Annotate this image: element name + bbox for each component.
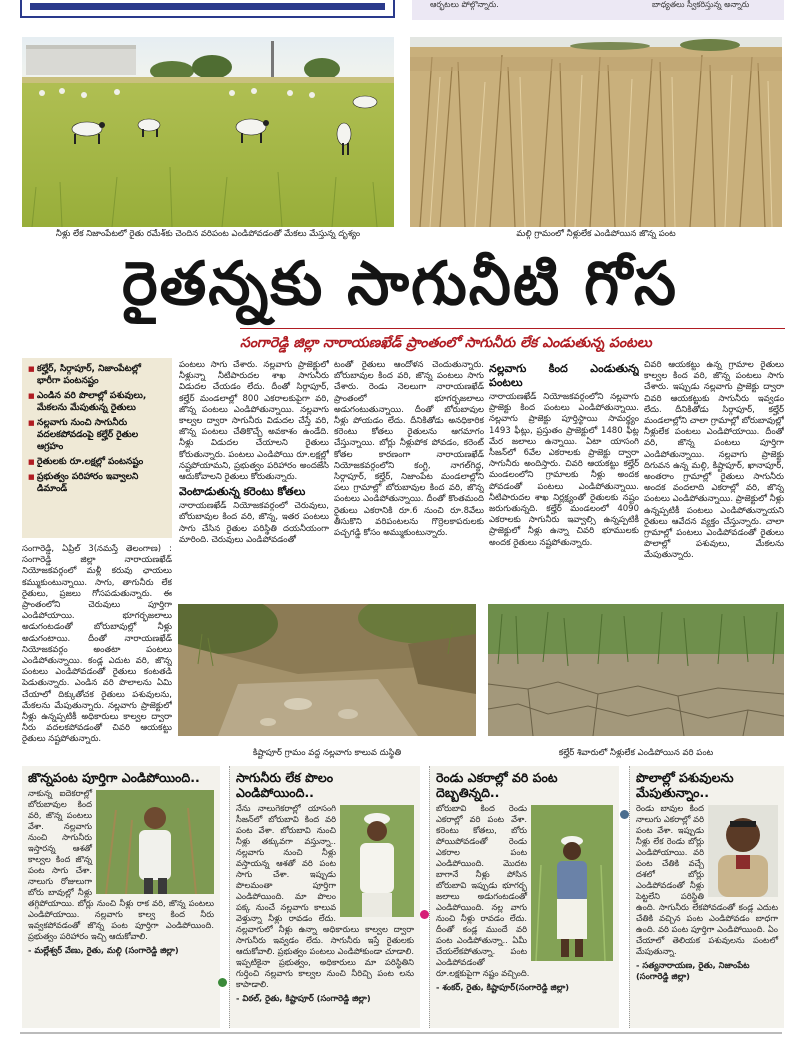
- highlight-item: ■ నల్లవాగు నుంచి సాగునీరు వదలకపోవడంపై కల్హేర్ రైతుల ఆగ్రహం: [28, 417, 166, 453]
- quote-4-text: రెండు బావుల కింద నాలుగు ఎకరాల్లో వరి పంట వేశా. ఇప్పుడు నీళ్లు లేక రెండు బోర్లు ఎండిపోయాయి. వరి పంట చేతికి వచ్చే దశలో బోర్లు ఎండిపోవడంతో నీళ్లు పెట్టలేని పరిస్థితి ఉంది. సాగునీరు లేకపోవడంతో కండ్ల ఎదుట చేతికి వచ్చిన పంట ఎండిపోవడం బాధగా ఉంది. వరి పంట పూర్తిగా ఎండిపోయింది. ఏం చేయాలో తెలియక పశువులను పంటలో మేపుతున్నా.: [636, 803, 778, 956]
- quote-1-signature: - మల్లేశ్వర్ వేణు, రైతు, మల్గి (సంగారెడ్డి జిల్లా): [28, 945, 179, 955]
- highlight-item: ■ కల్హేర్, సిర్గాపూర్, నిజాంపేటల్లో భారీగా పంటనష్టం: [28, 363, 166, 387]
- farmer-quote-box-2: [229, 766, 420, 1028]
- column-2-text-b: నారాయణఖేడ్ నియోజకవర్గంలో చెరువులు, బోరుబావుల కింద వరి, జొన్న, ఇతర పంటలు సాగు చేసిన రైతుల పరిస్థితి దయనీయంగా మారింది. చెరువులు ఎండిపోవడంతో: [179, 501, 329, 545]
- photo-canal: [178, 604, 476, 736]
- snippet-line-2: బాధ్యతలు స్వీకరిస్తున్న అన్నారు: [652, 0, 750, 9]
- column-2-text-a: పంటలు సాగు చేశారు. నల్లవాగు ప్రాజెక్టులో నీళ్లున్నా నీటిపారుదల శాఖ సాగునీరు విడుదల చేయడం లేదు. దీంతో సిర్గాపూర్, కల్హేర్ మండలాల్లో 800 ఎకరాలకుపైగా వరి, జొన్న పంటలు ఎండిపోతున్నాయి. నల్లవాగు కాల్వల ద్వారా సాగునీరు విడుదల చేస్తే వరి, జొన్న పంటలు చేతికొచ్చే అవకాశం ఉండేది. నీళ్లు విడుదల చేయాలని రైతులు కోరుతున్నారు. పంటలు ఎండిపోయి రూ.లక్షల్లో నష్టపోయామని, ప్రభుత్వం పరిహారం అందజేసి ఆదుకోవాలని రైతులు కోరుతున్నారు.: [179, 360, 329, 483]
- quote-4-signature: - సత్యనారాయణ, రైతు, నిజాంపేట (సంగారెడ్డి జిల్లా): [636, 960, 750, 981]
- farmer-2-photo: [340, 805, 414, 917]
- photo-sorghum-caption: మల్గి గ్రామంలో నీళ్లులేక ఎండిపోయిన జొన్న పంట: [516, 229, 676, 239]
- quote-2-title: సాగునీరు లేక పొలం ఎండిపోయింది..: [236, 770, 334, 800]
- quote-3-title: రెండు ఎకరాల్లో వరి పంట దెబ్బతిన్నది..: [436, 770, 558, 800]
- column-4-text: నారాయణఖేడ్ నియోజకవర్గంలోని నల్లవాగు ప్రాజెక్టు కింద పంటలు ఎండిపోతున్నాయి. నల్లవాగు ప్రాజెక్టు పూర్తిస్థాయి సామర్థ్యం 1493 ఫీట్లు, ప్రస్తుతం ప్రాజెక్టులో 1480 ఫీట్ల మేర జలాలు ఉన్నాయి. ఏటా యాసంగి సీజన్‌లో 6వేల ఎకరాలకు ప్రాజెక్టు ద్వారా సాగునీరు అందిస్తారు. చివరి ఆయకట్టు కల్హేర్ మండలంలోని గ్రామాలకు నీళ్లు అందక పోవడంతో పంటలు ఎండిపోతున్నాయి. నీటిపారుదల శాఖ నిర్లక్ష్యంతో రైతులకు నష్టం జరుగుతున్నది. కల్హేర్ మండలంలో 4090 ఎకరాలకు సాగునీరు ఇవ్వాల్సి ఉన్నప్పటికీ ప్రాజెక్టులో నీళ్లు ఉన్నా చివరి భూములకు అందక రైతులు నష్టపోతున్నారు.: [489, 392, 639, 548]
- article-column-3: [334, 360, 484, 602]
- highlight-item: ■ ప్రభుత్వం పరిహారం ఇవ్వాలని డిమాండ్: [28, 471, 166, 495]
- separator-dot: [218, 978, 227, 987]
- subtitle-nallavagu: నల్లవాగు కింద ఎండుతున్న పంటలు: [489, 362, 639, 389]
- header-bar: [30, 3, 385, 10]
- headline: రైతన్నకు సాగునీటి గోస: [122, 249, 678, 319]
- article-column-1: [22, 544, 172, 772]
- column-3-text: టంతో రైతులు ఆందోళన చెందుతున్నారు. బోరుబావుల కింద వరి, జొన్న పంటలు సాగు చేశారు. రెండు నెలలుగా నారాయణఖేడ్ ప్రాంతంలో భూగర్భజలాలు అడుగంటుతున్నాయి. దీంతో బోరుబావుల నీళ్లు పోయడం లేదు. దీనికితోడు అనధికారిక కరెంటు కోతలు రైతులను ఆగమాగం చేస్తున్నాయి. బోర్లు నీళ్లుపోక పోవడం, కరెంట్ కోతల కారణంగా నారాయణఖేడ్ నియోజకవర్గంలోని కంగ్టి, నాగల్‌గిద్ద, సిర్గాపూర్, కల్హేర్, నిజాంపేట మండలాల్లోని పలు గ్రామాల్లో బోరుబావుల కింద వరి, జొన్న పంటలు ఎండిపోతున్నాయి. దీంతో కొంతమంది రైతులు ఎకరానికి రూ.6 నుంచి రూ.8వేలు తీసుకొని వరిపంటలను గొర్రెలకాపరులకు పచ్చగడ్డి కోసం అమ్ముకుంటున్నారు.: [334, 360, 484, 539]
- farmer-1-photo: [96, 790, 214, 894]
- quote-1-text: నాకున్న ఐదెకరాల్లో బోరుబావుల కింద వరి, జొన్న పంటలు వేశా. నల్లవాగు నుంచి సాగునీరు ఇస్తారన్న ఆశతో కాల్వల కింద జొన్న పంట సాగు చేశా. నాలుగు రోజులుగా బోరు బావుల్లో నీళ్లు తగ్గిపోయాయి. బోర్లు నుంచి నీళ్లు రాక వరి, జొన్న పంటలు ఎండిపోయాయి. నల్లవాగు కాల్వ కింద నీరు ఇవ్వకపోవడంతో జొన్న పంట పూర్తిగా ఎండిపోయింది. ప్రభుత్వం పరిహారం ఇచ్చి ఆదుకోవాలి.: [28, 788, 214, 941]
- previous-article-snippet: [412, 0, 784, 20]
- column-1-text: సంగారెడ్డి, ఏప్రిల్ 3(నమస్తే తెలంగాణ) : సంగారెడ్డి జిల్లా నారాయణఖేడ్ నియోజకవర్గంలో మళ్లీ కరువు ఛాయలు కమ్ముకుంటున్నాయి. సాగు, తాగునీరు లేక రైతులు, ప్రజలు గోసపడుతున్నారు. ఈ ప్రాంతంలోని చెరువులు పూర్తిగా ఎండిపోయాయి. భూగర్భజలాలు అడుగంటడంతో బోరుబావుల్లో నీళ్లు అడుగంటాయి. దీంతో నారాయణఖేడ్ నియోజకవర్గం అంతటా పంటలు ఎండిపోతున్నాయి. కండ్ల ఎదుట వరి, జొన్న పంటలు ఎండిపోవడంతో రైతులు కంటతడి పెడుతున్నారు. ఎండిన వరి పొలాలను ఏమి చేయాలో దిక్కుతోచక రైతులు పశువులను, మేకలను మేపుతున్నారు. నల్లవాగు ప్రాజెక్టులో నీళ్లు ఉన్నప్పటికీ అధికారులు కాల్వల ద్వారా నీరు వదలకపోవడంతో చివరి ఆయకట్టు రైతులు నష్టపోతున్నారు.: [22, 544, 172, 745]
- photo-cracked-paddy: [488, 604, 784, 736]
- farmer-3-photo: [531, 805, 613, 961]
- farmer-quote-box-1: [22, 766, 220, 1028]
- farmer-quote-box-3: [429, 766, 619, 1028]
- farmer-quote-box-4: [629, 766, 784, 1028]
- quote-1-title: జొన్నపంట పూర్తిగా ఎండిపోయింది..: [28, 770, 200, 785]
- highlight-item: ■ రైతులకు రూ.లక్షల్లో పంటనష్టం: [28, 456, 166, 468]
- photo-goats-caption: నీళ్లు లేక నిజాంపేటలో రైతు రమేశ్‌కు చెందిన వరిపంట ఎండిపోవడంతో మేకలు మేస్తున్న దృశ్యం: [55, 229, 361, 239]
- highlights-box: [22, 358, 172, 538]
- photo-paddy-caption: కల్హేర్ శివారులో నీళ్లులేక ఎండిపోయిన వరి పంట: [558, 748, 714, 758]
- previous-article-box: [20, 0, 395, 18]
- page-bottom-rule: [20, 1032, 782, 1034]
- quote-4-title: పొలాల్లో పశువులను మేపుతున్నాం..: [636, 770, 734, 800]
- article-column-5: [644, 360, 784, 602]
- photo-dried-sorghum: [410, 37, 782, 227]
- quote-2-signature: - విఠల్, రైతు, కిష్టాపూర్ (సంగారెడ్డి జిల్లా): [236, 993, 371, 1003]
- quote-3-signature: - శంకర్, రైతు, కిష్టాపూర్(సంగారెడ్డి జిల్లా): [436, 982, 570, 992]
- snippet-line-1: ఆర్భటలు పోల్గొన్నారు.: [430, 0, 499, 9]
- quote-2-text: నేను నాలుగెకరాల్లో యాసంగి సీజన్‌లో బోరుబావి కింద వరి పంట వేశా. బోరుబావి నుంచి నీళ్లు తక్కువగా వస్తున్నా.. నల్లవాగు నుంచి నీళ్లు వస్తాయన్న ఆశతో వరి పంట సాగు చేశా. ఇప్పుడు పొలమంతా పూర్తిగా ఎండిపోయింది. మా పొలం పక్క నుంచే నల్లవాగు కాలువ వెళ్తున్నా నీళ్లు రావడం లేదు. నల్లవాగులో నీళ్లు ఉన్నా అధికారులు కాల్వల ద్వారా సాగునీరు ఇవ్వడం లేదు. సాగునీరు ఇస్తే రైతులకు ఆదుకోవాలి. ప్రభుత్వం పంటలు ఎండిపోకుండా చూడాలి. ఇప్పటికైనా ప్రభుత్వం, అధికారులు మా పరిస్థితిని గుర్తించి నల్లవాగు కాల్వల నుంచి నీరిచ్చి పంట లను కాపాడాలి.: [236, 803, 414, 989]
- subtitle-power-cuts: వెంటాడుతున్న కరెంటు కోతలు: [179, 485, 306, 499]
- subheadline: సంగారెడ్డి జిల్లా నారాయణఖేడ్ ప్రాంతంలో సాగునీరు లేక ఎండుతున్న పంటలు: [240, 328, 785, 356]
- highlight-item: ■ ఎండిన వరి పొలాల్లో పశువులు, మేకలను మేపుతున్న రైతులు: [28, 390, 166, 414]
- article-column-2: [179, 360, 329, 602]
- photo-canal-caption: కిష్టాపూర్ గ్రామం వద్ద నల్లవాగు కాలువ దుస్థితి: [252, 748, 402, 758]
- column-5-text: చివరి ఆయకట్టు ఉన్న గ్రామాల రైతులు కాల్వల కింద వరి, జొన్న పంటలు సాగు చేశారు. ఇప్పుడు నల్లవాగు ప్రాజెక్టు ద్వారా చివరి ఆయకట్టుకు సాగునీరు ఇవ్వడం లేదు. దీనికితోడు సిర్గాపూర్, కల్హేర్ మండలాల్లోని చాలా గ్రామాల్లో బోరుబావుల్లో నీళ్లులేక పంటలు ఎండిపోయాయి. దీంతో వరి, జొన్న పంటలు పూర్తిగా ఎండిపోతున్నాయి. నల్లవాగు ప్రాజెక్టు దిగువన ఉన్న మల్గి, కిష్టాపూర్, ఖానాపూర్, అంతరాం గ్రామాల్లో రైతులు సాగునీరు అందక వందలాది ఎకరాల్లో వరి, జొన్న పంటలు ఎండిపోతున్నాయి. ప్రాజెక్టులో నీళ్లు ఉన్నప్పటికీ పంటలు ఎండిపోతున్నాయని రైతులు ఆవేదన వ్యక్తం చేస్తున్నారు. చాలా గ్రామాల్లో పంటలు ఎండిపోవడంతో రైతులు పొలాల్లో పశువులు, మేకలను మేపుతున్నారు.: [644, 360, 784, 561]
- quote-3-text: బోరుబావి కింద రెండు ఎకరాల్లో వరి పంట వేశా. కరెంటు కోతలు, బోరు పోయిపోవడంతో రెండు ఎకరాల పంట ఎండిపోయింది. మొదట బాగానే నీళ్లు పోసిన బోరుబావి ఇప్పుడు భూగర్భ జలాలు అడుగంటడంతో ఎండిపోయింది. నల్ల వాగు నుంచి నీళ్లు రావడం లేదు. దీంతో కండ్ల ముందే వరి పంట ఎండిపోతున్నా.. ఏమీ చేయలేకపోతున్నా. పంట ఎండిపోవడంతో రూ.లక్షకుపైగా నష్టం వచ్చింది.: [436, 803, 530, 978]
- separator-dot: [620, 810, 629, 819]
- photo-goats-grazing: [22, 37, 394, 227]
- separator-dot: [420, 910, 429, 919]
- farmer-4-photo: [708, 805, 778, 897]
- article-column-4: [489, 360, 639, 602]
